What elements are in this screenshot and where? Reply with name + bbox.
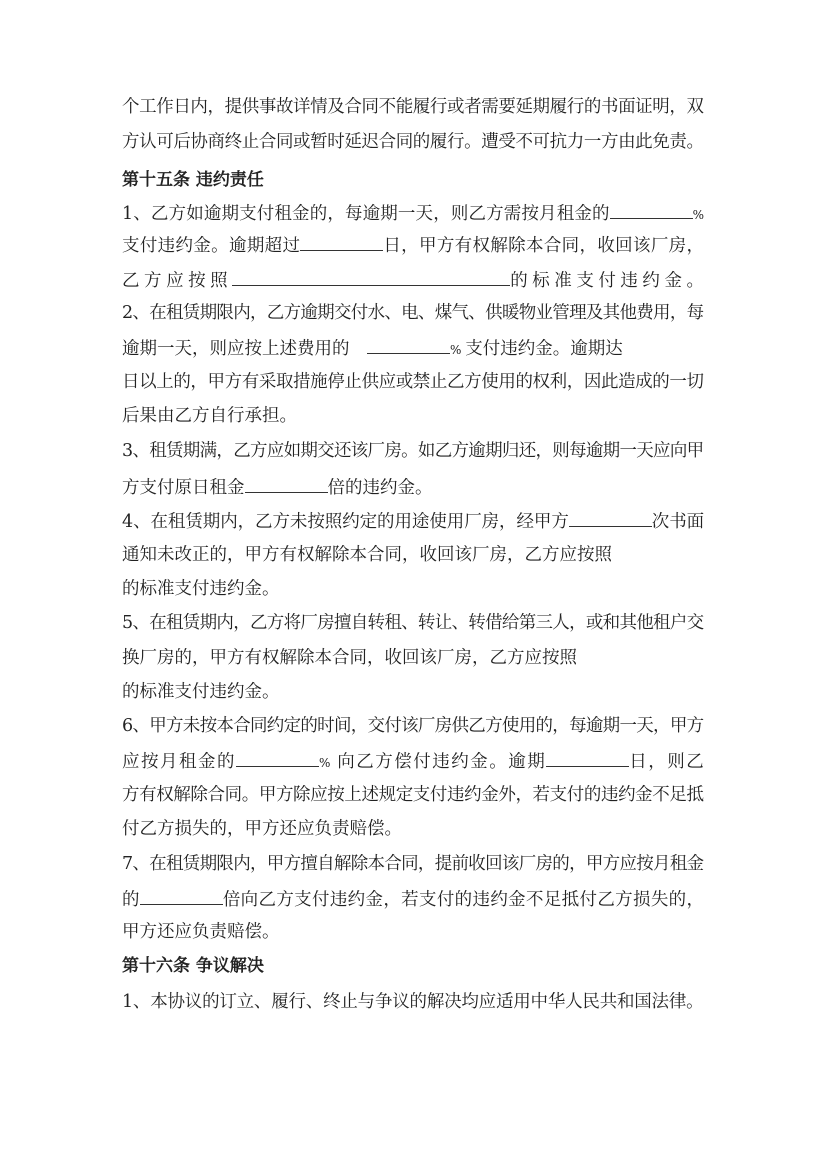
text-line (122, 817, 402, 841)
text-segment: 支付违约金。逾期超过 (122, 236, 301, 256)
text-line (122, 577, 280, 601)
text-segment: 1、本协议的订立、履行、终止与争议的解决均应适用中华人民共和国法律。 (122, 992, 704, 1012)
fill-in-blank[interactable] (546, 748, 629, 767)
text-segment: 倍向乙方支付违约金，若支付的违约金不足抵付乙方损失的， (222, 890, 705, 910)
text-segment: 逾期一天，则应按上述费用的 (122, 339, 367, 359)
text-segment: 的标准支付违约金。 (510, 271, 709, 291)
text-segment: 的标准支付违约金。 (122, 579, 280, 599)
text-line (122, 404, 297, 428)
text-segment: 方有权解除合同。甲方除应按上述规定支付违约金外，若支付的违约金不足抵 (122, 785, 704, 805)
text-line (122, 920, 280, 944)
text-line (122, 886, 704, 910)
text-segment: 第十五条 违约责任 (122, 170, 264, 190)
fill-in-blank[interactable] (610, 200, 693, 219)
text-line (122, 680, 280, 704)
fill-in-blank[interactable] (245, 474, 328, 493)
text-segment: 甲方还应负责赔偿。 (122, 922, 280, 942)
text-line (122, 335, 623, 359)
text-line (122, 95, 704, 119)
text-segment: 方认可后协商终止合同或暂时延迟合同的履行。遭受不可抗力一方由此免责。 (122, 132, 704, 152)
text-line (122, 301, 703, 325)
text-segment: 换厂房的，甲方有权解除本合同，收回该厂房，乙方应按照 (122, 648, 577, 668)
text-line (122, 990, 703, 1014)
text-segment: 的标准支付违约金。 (122, 682, 280, 702)
fill-in-blank[interactable] (140, 886, 223, 905)
section-heading (122, 168, 264, 192)
text-segment: 付乙方损失的，甲方还应负责赔偿。 (122, 819, 402, 839)
text-segment: 支付违约金。逾期达 (465, 339, 623, 359)
percent-sign: % (692, 208, 705, 222)
text-segment: 日，甲方有权解除本合同，收回该厂房， (383, 236, 705, 256)
text-segment: 日以上的，甲方有采取措施停止供应或禁止乙方使用的权利，因此造成的一切 (122, 372, 704, 392)
text-segment: 的 (122, 890, 140, 910)
text-line (122, 474, 433, 498)
text-segment: 7、在租赁期限内，甲方擅自解除本合同，提前收回该厂房的，甲方应按月租金 (122, 854, 704, 874)
text-line (122, 852, 703, 876)
text-segment: 倍的违约金。 (327, 478, 433, 498)
text-segment: 方支付原日租金 (122, 478, 245, 498)
fill-in-blank[interactable] (569, 508, 652, 527)
text-line (122, 508, 704, 532)
text-segment: 4、在租赁期内，乙方未按照约定的用途使用厂房，经甲方 (122, 512, 569, 532)
text-line (122, 646, 577, 670)
percent-sign: % (450, 343, 466, 357)
text-line (122, 267, 709, 291)
text-line (122, 611, 703, 635)
text-line (122, 232, 704, 256)
text-line (122, 130, 704, 154)
fill-in-blank[interactable] (367, 335, 450, 354)
section-heading (122, 954, 264, 978)
text-segment: 3、租赁期满，乙方应如期交还该厂房。如乙方逾期归还，则每逾期一天应向甲 (122, 441, 704, 461)
fill-in-blank[interactable] (300, 232, 383, 251)
text-line (122, 714, 703, 738)
text-segment: 第十六条 争议解决 (122, 956, 264, 976)
text-line (122, 748, 705, 772)
text-segment: 乙方应按照 (122, 271, 233, 291)
text-segment: 次书面 (651, 512, 705, 532)
text-line (122, 439, 703, 463)
text-segment: 5、在租赁期内，乙方将厂房擅自转租、转让、转借给第三人，或和其他租户交 (122, 613, 704, 633)
text-segment: 通知未改正的，甲方有权解除本合同，收回该厂房，乙方应按照 (122, 545, 612, 565)
text-segment: 个工作日内，提供事故详情及合同不能履行或者需要延期履行的书面证明，双 (122, 97, 704, 117)
fill-in-blank[interactable] (232, 267, 510, 286)
text-segment: 日，则乙 (629, 752, 706, 772)
text-line (122, 370, 704, 394)
text-segment: 向乙方偿付违约金。逾期 (337, 752, 547, 772)
text-line (122, 200, 704, 224)
text-segment: 应按月租金的 (122, 752, 236, 772)
text-segment: 6、甲方未按本合同约定的时间，交付该厂房供乙方使用的，每逾期一天，甲方 (122, 716, 704, 736)
text-segment: 1、乙方如逾期支付租金的，每逾期一天，则乙方需按月租金的 (122, 204, 610, 224)
percent-sign: % (319, 756, 338, 770)
text-segment: 2、在租赁期限内，乙方逾期交付水、电、煤气、供暖物业管理及其他费用，每 (122, 303, 704, 323)
text-line (122, 543, 612, 567)
text-line (122, 783, 704, 807)
text-segment: 后果由乙方自行承担。 (122, 406, 297, 426)
fill-in-blank[interactable] (236, 748, 319, 767)
